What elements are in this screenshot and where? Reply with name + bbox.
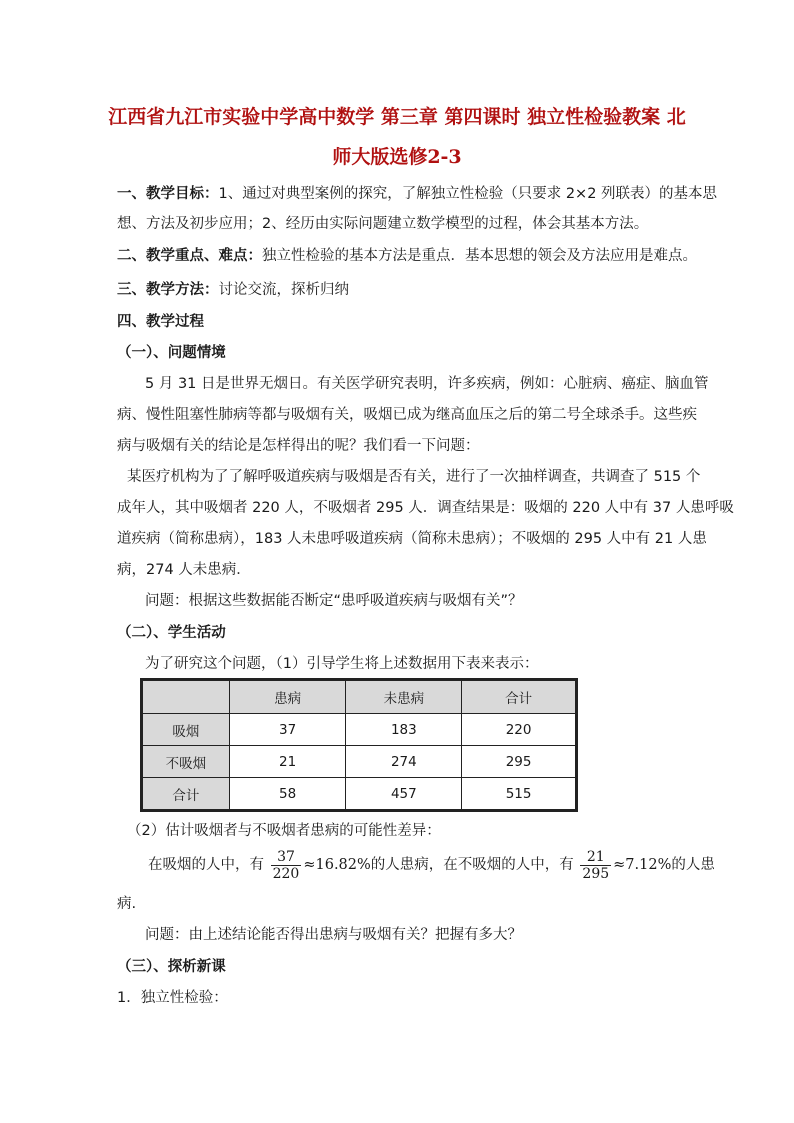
part1-question: 问题：根据这些数据能否断定“患呼吸道疾病与吸烟有关”？: [145, 593, 523, 609]
methods-heading: 三、教学方法：: [117, 282, 219, 298]
part2-intro: 为了研究这个问题，（1）引导学生将上述数据用下表来表示：: [145, 656, 539, 672]
table-cell: 37: [229, 714, 346, 746]
table-header-cell: [143, 681, 230, 714]
table-cell: 220: [462, 714, 576, 746]
table-header-cell: 患病: [229, 681, 346, 714]
part1-paragraph-line-1: 5 月 31 日是世界无烟日。有关医学研究表明，许多疾病，例如：心脏病、癌症、脑血管: [145, 376, 709, 392]
part1-paragraph-line-5: 成年人，其中吸烟者 220 人，不吸烟者 295 人．调查结果是：吸烟的 220 人中有 37 人患呼吸: [117, 500, 734, 516]
goals-text-1: 1、通过对典型案例的探究，了解独立性检验（只要求 2×2 列联表）的基本思: [218, 186, 718, 202]
goals-heading: 一、教学目标：: [117, 186, 219, 202]
contingency-table: [142, 680, 576, 810]
table-header-cell: 未患病: [346, 681, 462, 714]
part2-question: 问题：由上述结论能否得出患病与吸烟有关？把握有多大？: [145, 927, 522, 943]
part1-paragraph-line-7: 病，274 人未患病．: [117, 562, 251, 578]
table-row-label: 合计: [143, 778, 230, 810]
table-header-cell: 合计: [462, 681, 576, 714]
calc-text-a: 在吸烟的人中，有: [148, 857, 264, 873]
process-heading: 四、教学过程: [117, 314, 204, 330]
calc-value-smokers: ≈16.82%: [303, 857, 371, 873]
table-cell: 274: [346, 746, 462, 778]
table-row: [143, 778, 576, 810]
table-cell: 21: [229, 746, 346, 778]
table-cell: 58: [229, 778, 346, 810]
calc-text-e: 的人患: [671, 857, 715, 873]
table-row-label: 不吸烟: [143, 746, 230, 778]
table-row: [143, 746, 576, 778]
table-cell: 295: [462, 746, 576, 778]
methods-line: [117, 279, 687, 301]
keypoints-line: [117, 245, 697, 267]
table-row: [143, 714, 576, 746]
methods-text: 讨论交流，探析归纳: [218, 282, 349, 298]
part1-paragraph-line-4: 某医疗机构为了了解呼吸道疾病与吸烟是否有关，进行了一次抽样调查，共调查了 515 个: [127, 469, 701, 485]
table-row-label: 吸烟: [143, 714, 230, 746]
part1-paragraph-line-2: 病、慢性阻塞性肺病等都与吸烟有关，吸烟已成为继高血压之后的第二号全球杀手。这些疾: [117, 407, 697, 423]
part3-heading: （三）、探析新课: [117, 959, 226, 975]
table-cell: 183: [346, 714, 462, 746]
goals-line-1: [117, 183, 718, 205]
calc-text-c: 的人患病，在不吸烟的人中，有: [370, 857, 574, 873]
part2-calculation-line: [148, 846, 718, 884]
document-title-line-1: 江西省九江市实验中学高中数学 第三章 第四课时 独立性检验教案 北: [108, 106, 686, 128]
calc-value-nonsmokers: ≈7.12%: [613, 857, 672, 873]
document-title-line-2: 师大版选修2-3: [332, 146, 462, 168]
fraction-numerator: 37: [271, 849, 302, 866]
part2-heading: （二）、学生活动: [117, 625, 226, 641]
keypoints-text: 独立性检验的基本方法是重点．基本思想的领会及方法应用是难点。: [262, 248, 697, 264]
keypoints-heading: 二、教学重点、难点：: [117, 248, 262, 264]
part1-heading: （一）、问题情境: [117, 345, 226, 361]
goals-text-2: 想、方法及初步应用；2、经历由实际问题建立数学模型的过程，体会其基本方法。: [117, 216, 649, 232]
table-cell: 457: [346, 778, 462, 810]
table-header-row: [143, 681, 576, 714]
fraction-denominator: 220: [272, 865, 300, 882]
part3-item-1: 1．独立性检验：: [117, 990, 228, 1006]
part2-step2: （2）估计吸烟者与不吸烟者患病的可能性差异：: [127, 823, 441, 839]
part1-paragraph-line-3: 病与吸烟有关的结论是怎样得出的呢？我们看一下问题：: [117, 438, 480, 454]
fraction-smokers: [271, 849, 302, 882]
fraction-denominator: 295: [582, 865, 610, 882]
calc-text-f: 病.: [117, 896, 137, 912]
part1-paragraph-line-6: 道疾病（简称患病），183 人未患呼吸道疾病（简称未患病）；不吸烟的 295 人中有 21 人患: [117, 531, 707, 547]
fraction-nonsmokers: [580, 849, 611, 882]
table-cell: 515: [462, 778, 576, 810]
fraction-numerator: 21: [580, 849, 611, 866]
